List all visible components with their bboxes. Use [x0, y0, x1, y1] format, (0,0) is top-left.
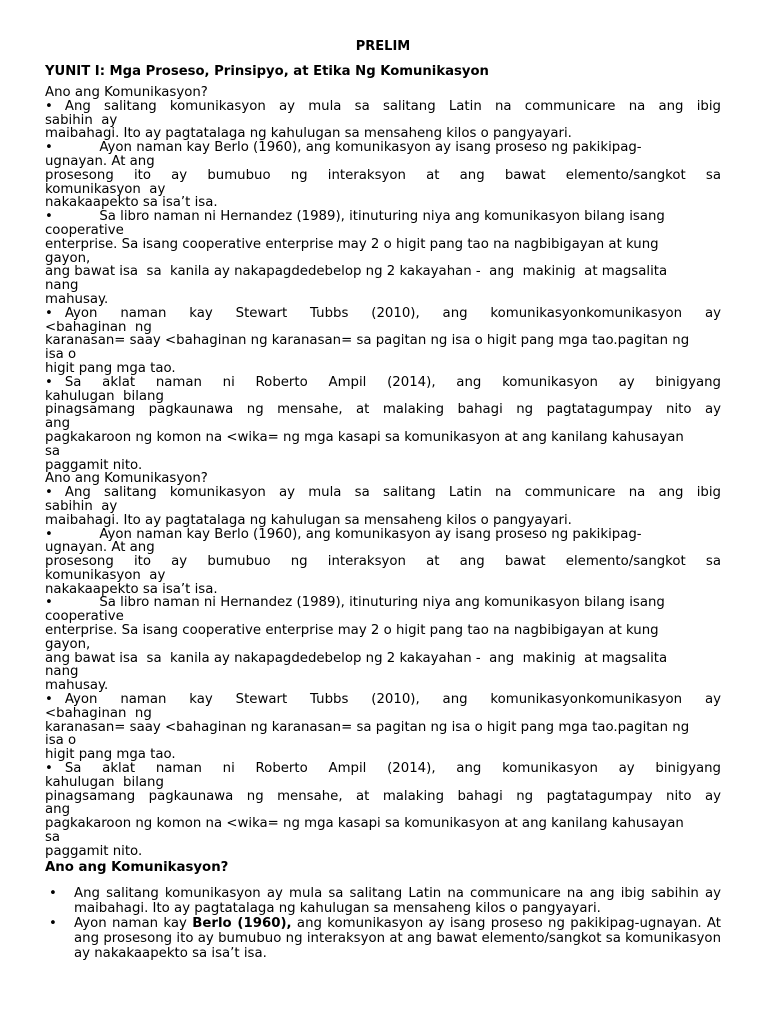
- text-line: [45, 790, 721, 804]
- text-line-content: mahusay.: [45, 678, 109, 694]
- text-line-content: Ayon naman kay Stewart Tubbs (2010), ang komunikasyonkomunikasyon ay: [64, 692, 721, 708]
- text-line-content: • Ayon naman kay Berlo (1960), ang komunikasyon ay isang proseso ng pakikipag-: [45, 140, 642, 156]
- text-line-content: pinagsamang pagkaunawa ng mensahe, at malaking bahagi ng pagtatagumpay nito ay: [45, 402, 721, 418]
- text-line-content: ang bawat isa sa kanila ay nakapagdedebelop ng 2 kakayahan - ang makinig at magsalita: [45, 264, 668, 280]
- bullet-glyph: •: [49, 885, 57, 901]
- text-line-content: pinagsamang pagkaunawa ng mensahe, at malaking bahagi ng pagtatagumpay nito ay: [45, 788, 721, 804]
- text-line: [45, 279, 721, 293]
- text-line: [45, 610, 721, 624]
- text-line-content: kahulugan bilang: [45, 388, 164, 404]
- bullet-glyph: •: [49, 915, 57, 931]
- text-line-content: prosesong ito ay bumubuo ng interaksyon at ang bawat elemento/sangkot sa: [45, 554, 721, 570]
- text-line-content: sa: [45, 443, 61, 459]
- bullet-glyph: •: [45, 374, 53, 390]
- text-line: [45, 321, 721, 335]
- text-line-content: komunikasyon ay: [45, 567, 166, 583]
- text-line: [45, 390, 721, 404]
- text-line-content: paggamit nito.: [45, 843, 143, 859]
- bullet-glyph: •: [45, 485, 53, 501]
- text-line-content: nang: [45, 278, 79, 294]
- text-line-content: cooperative: [45, 222, 124, 238]
- text-line-content: Ayon naman kay Stewart Tubbs (2010), ang komunikasyonkomunikasyon ay: [64, 305, 721, 321]
- text-line: [45, 776, 721, 790]
- text-line-content: maibahagi. Ito ay pagtatalaga ng kahulugan sa mensaheng kilos o pangyayari.: [45, 512, 572, 528]
- text-line-content: ugnayan. At ang: [45, 153, 155, 169]
- text-line: [45, 293, 721, 307]
- text-line-content: enterprise. Sa isang cooperative enterprise may 2 o higit pang tao na nagbibigayan at kung: [45, 623, 659, 639]
- text-line-content: karanasan= saay <bahaginan ng karanasan= sa pagitan ng isa o higit pang mga tao.pagitan ng: [45, 333, 690, 349]
- text-line-content: sabihin ay: [45, 498, 118, 514]
- text-line-content: pagkakaroon ng komon na <wika= ng mga kasapi sa komunikasyon at ang kanilang kahusayan: [45, 429, 684, 445]
- text-line: [45, 307, 721, 321]
- text-line: [45, 100, 721, 114]
- text-line-content: gayon,: [45, 636, 91, 652]
- text-line: [45, 445, 721, 459]
- text-line: [45, 403, 721, 417]
- text-line: [45, 362, 721, 376]
- document-page: [45, 38, 721, 961]
- text-line: [45, 183, 721, 197]
- text-line: [45, 734, 721, 748]
- text-line: [45, 693, 721, 707]
- text-line: [45, 803, 721, 817]
- text-line-content: Sa aklat naman ni Roberto Ampil (2014), ang komunikasyon ay binigyang: [64, 374, 721, 390]
- text-line-content: kahulugan bilang: [45, 774, 164, 790]
- text-line-content: paggamit nito.: [45, 457, 143, 473]
- text-line: [45, 265, 721, 279]
- text-line-content: pagkakaroon ng komon na <wika= ng mga kasapi sa komunikasyon at ang kanilang kahusayan: [45, 816, 684, 832]
- text-line-content: nakakaapekto sa isa’t isa.: [45, 581, 218, 597]
- text-line-content: isa o: [45, 733, 77, 749]
- text-line-content: gayon,: [45, 250, 91, 266]
- text-line-content: mahusay.: [45, 291, 109, 307]
- text-line-content: cooperative: [45, 609, 124, 625]
- text-line: [45, 638, 721, 652]
- text-line-content: prosesong ito ay bumubuo ng interaksyon at ang bawat elemento/sangkot sa: [45, 167, 721, 183]
- text-line-content: <bahaginan ng: [45, 705, 152, 721]
- text-line: [45, 238, 721, 252]
- bullet-glyph: •: [45, 761, 53, 777]
- text-line-content: ang: [45, 802, 71, 818]
- text-line: [45, 748, 721, 762]
- text-line: [45, 679, 721, 693]
- text-line: [45, 762, 721, 776]
- bullet-glyph: •: [45, 98, 53, 114]
- paragraph-lines: [45, 100, 721, 473]
- list-item-text: Ayon naman kay: [74, 915, 193, 931]
- text-line-content: isa o: [45, 347, 77, 363]
- text-line: [45, 583, 721, 597]
- text-line-content: Ang salitang komunikasyon ay mula sa salitang Latin na communicare na ang ibig: [64, 485, 721, 501]
- text-line: [45, 652, 721, 666]
- text-line: [45, 528, 721, 542]
- text-line: [45, 707, 721, 721]
- text-line-content: • Sa libro naman ni Hernandez (1989), itinuturing niya ang komunikasyon bilang isang: [45, 209, 665, 225]
- bullet-glyph: •: [45, 305, 53, 321]
- text-line: [45, 831, 721, 845]
- text-line-content: sabihin ay: [45, 112, 118, 128]
- text-line: [45, 555, 721, 569]
- text-line: [45, 334, 721, 348]
- text-line: [45, 486, 721, 500]
- text-line: [45, 224, 721, 238]
- text-line-content: higit pang mga tao.: [45, 747, 176, 763]
- text-line-content: komunikasyon ay: [45, 181, 166, 197]
- text-line: [45, 127, 721, 141]
- text-line-content: ang: [45, 416, 71, 432]
- text-line: [45, 541, 721, 555]
- list-item-text: Ang salitang komunikasyon ay mula sa salitang Latin na communicare na ang ibig sabihin ay maibahagi. Ito ay pagtatalaga ng kahulugan sa mensaheng kilos o pangyayari.: [74, 885, 721, 916]
- text-line: [45, 376, 721, 390]
- text-line-content: • Sa libro naman ni Hernandez (1989), itinuturing niya ang komunikasyon bilang isang: [45, 595, 665, 611]
- list-item: [49, 915, 721, 961]
- text-line: [45, 417, 721, 431]
- question-heading: Ano ang Komunikasyon?: [45, 471, 208, 487]
- text-line: [45, 817, 721, 831]
- unit-heading: YUNIT I: Mga Proseso, Prinsipyo, at Etika Ng Komunikasyon: [45, 64, 489, 79]
- text-line-content: Sa aklat naman ni Roberto Ampil (2014), ang komunikasyon ay binigyang: [64, 761, 721, 777]
- text-line: [45, 514, 721, 528]
- text-line-content: • Ayon naman kay Berlo (1960), ang komunikasyon ay isang proseso ng pakikipag-: [45, 526, 642, 542]
- text-line: [45, 596, 721, 610]
- text-line: [45, 210, 721, 224]
- text-line: [45, 252, 721, 266]
- text-line: [45, 569, 721, 583]
- text-line: [45, 845, 721, 859]
- paragraph-lines: [45, 486, 721, 859]
- text-line: [45, 459, 721, 473]
- list-item-text: ang komunikasyon ay isang proseso ng pakikipag-ugnayan. At ang prosesong ito ay bumubuo ng interaksyon at ang bawat elemento/sangkot sa komunikasyon ay nakakaapekto sa isa’t isa.: [74, 915, 721, 961]
- bullet-glyph: •: [45, 692, 53, 708]
- text-line-content: karanasan= saay <bahaginan ng karanasan= sa pagitan ng isa o higit pang mga tao.pagitan ng: [45, 719, 690, 735]
- text-line: [45, 141, 721, 155]
- text-line: [45, 155, 721, 169]
- text-line: [45, 431, 721, 445]
- text-line: [45, 114, 721, 128]
- text-line: [45, 665, 721, 679]
- text-line-content: nang: [45, 664, 79, 680]
- text-line-content: ugnayan. At ang: [45, 540, 155, 556]
- text-line-content: ang bawat isa sa kanila ay nakapagdedebelop ng 2 kakayahan - ang makinig at magsalita: [45, 650, 668, 666]
- text-line: [45, 169, 721, 183]
- text-line-content: <bahaginan ng: [45, 319, 152, 335]
- text-line: [45, 624, 721, 638]
- list-item: [49, 885, 721, 916]
- text-line: [45, 500, 721, 514]
- text-line-content: nakakaapekto sa isa’t isa.: [45, 195, 218, 211]
- bold-text: Berlo (1960),: [192, 915, 292, 931]
- text-line-content: enterprise. Sa isang cooperative enterprise may 2 o higit pang tao na nagbibigayan at kung: [45, 236, 659, 252]
- question-heading: Ano ang Komunikasyon?: [45, 85, 208, 100]
- question-heading-bold: Ano ang Komunikasyon?: [45, 859, 229, 875]
- text-line: [45, 196, 721, 210]
- text-line-content: Ang salitang komunikasyon ay mula sa salitang Latin na communicare na ang ibig: [64, 98, 721, 114]
- bullet-list: [45, 886, 721, 961]
- text-block-1: [45, 86, 721, 859]
- text-line-content: higit pang mga tao.: [45, 360, 176, 376]
- text-line-content: sa: [45, 830, 61, 846]
- text-line: [45, 721, 721, 735]
- text-line: [45, 348, 721, 362]
- page-title: PRELIM: [355, 39, 411, 54]
- text-line-content: maibahagi. Ito ay pagtatalaga ng kahulugan sa mensaheng kilos o pangyayari.: [45, 126, 572, 142]
